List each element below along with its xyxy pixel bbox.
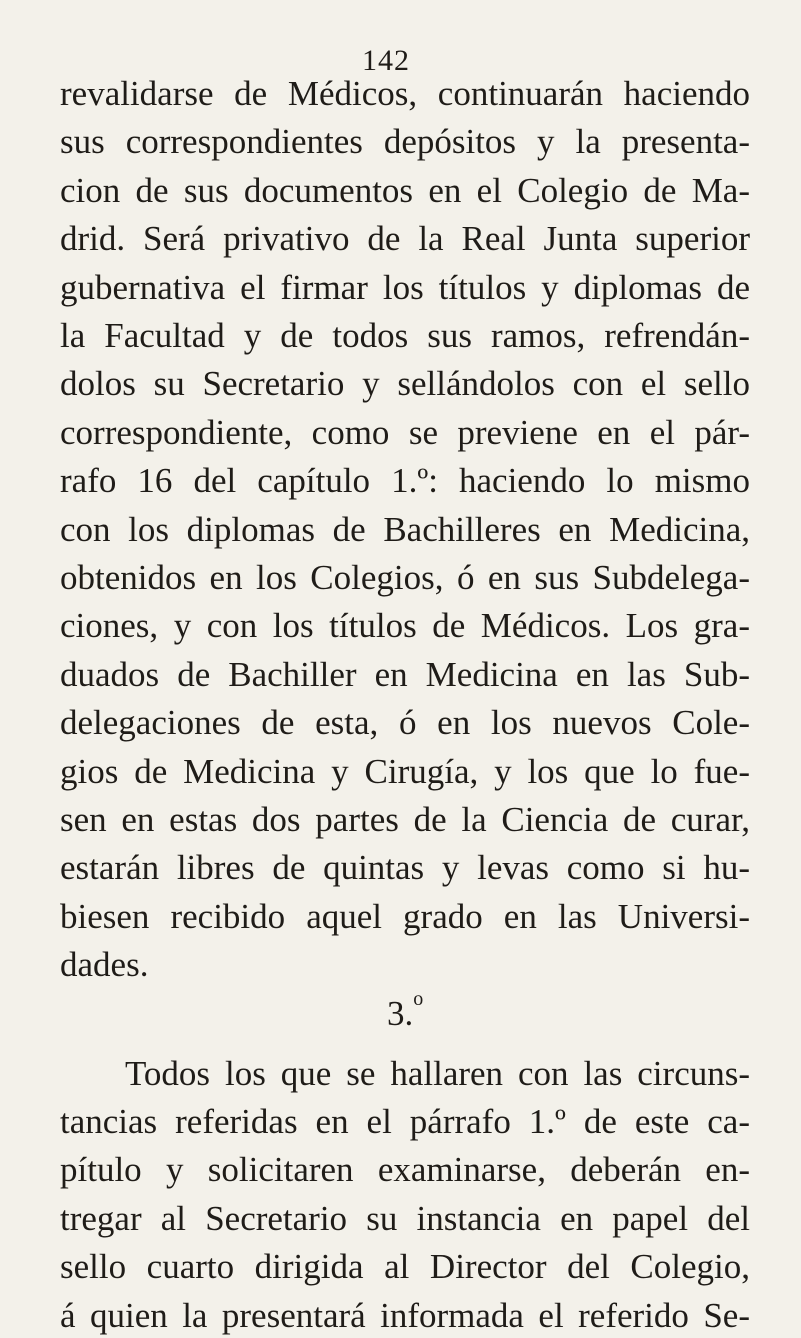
text-line: tregar al Secretario su instancia en papel del: [60, 1198, 750, 1238]
text-line: Todos los que se hallaren con las circuns-: [125, 1053, 750, 1093]
text-line: sello cuarto dirigida al Director del Colegio,: [60, 1247, 750, 1287]
text-line: obtenidos en los Colegios, ó en sus Subdelega-: [60, 558, 750, 597]
text-line: revalidarse de Médicos, continuarán haciendo: [60, 74, 750, 113]
text-line: correspondiente, como se previene en el pár-: [60, 412, 750, 452]
text-line: con los diplomas de Bachilleres en Medicina,: [60, 509, 750, 549]
text-line: duados de Bachiller en Medicina en las Sub-: [60, 654, 750, 694]
page-number: 142: [362, 44, 410, 77]
text-line: ciones, y con los títulos de Médicos. Los gra-: [60, 606, 750, 646]
text-line: tancias referidas en el párrafo 1.º de este ca-: [60, 1102, 750, 1141]
section-number-superscript: o: [413, 987, 424, 1010]
text-line: gubernativa el firmar los títulos y diplomas de: [60, 267, 750, 307]
text-line: pítulo y solicitaren examinarse, deberán en-: [60, 1150, 750, 1190]
text-line: drid. Será privativo de la Real Junta superior: [60, 219, 750, 259]
text-line: rafo 16 del capítulo 1.º: haciendo lo mismo: [60, 461, 750, 501]
text-line: dolos su Secretario y sellándolos con el sello: [60, 364, 750, 404]
text-line: estarán libres de quintas y levas como si hu-: [60, 848, 750, 888]
text-line: gios de Medicina y Cirugía, y los que lo fue-: [60, 751, 750, 791]
text-line: sus correspondientes depósitos y la presenta-: [60, 122, 750, 162]
text-line: la Facultad y de todos sus ramos, refrendán-: [60, 316, 750, 355]
text-line: á quien la presentará informada el referido Se-: [60, 1295, 750, 1335]
text-line: cion de sus documentos en el Colegio de Ma-: [60, 170, 750, 210]
text-line: sen en estas dos partes de la Ciencia de curar,: [60, 800, 750, 839]
section-number-text: 3.: [387, 993, 414, 1033]
text-line: biesen recibido aquel grado en las Universi-: [60, 896, 750, 936]
text-line: dades.: [60, 945, 149, 985]
text-line: delegaciones de esta, ó en los nuevos Cole-: [60, 703, 750, 743]
